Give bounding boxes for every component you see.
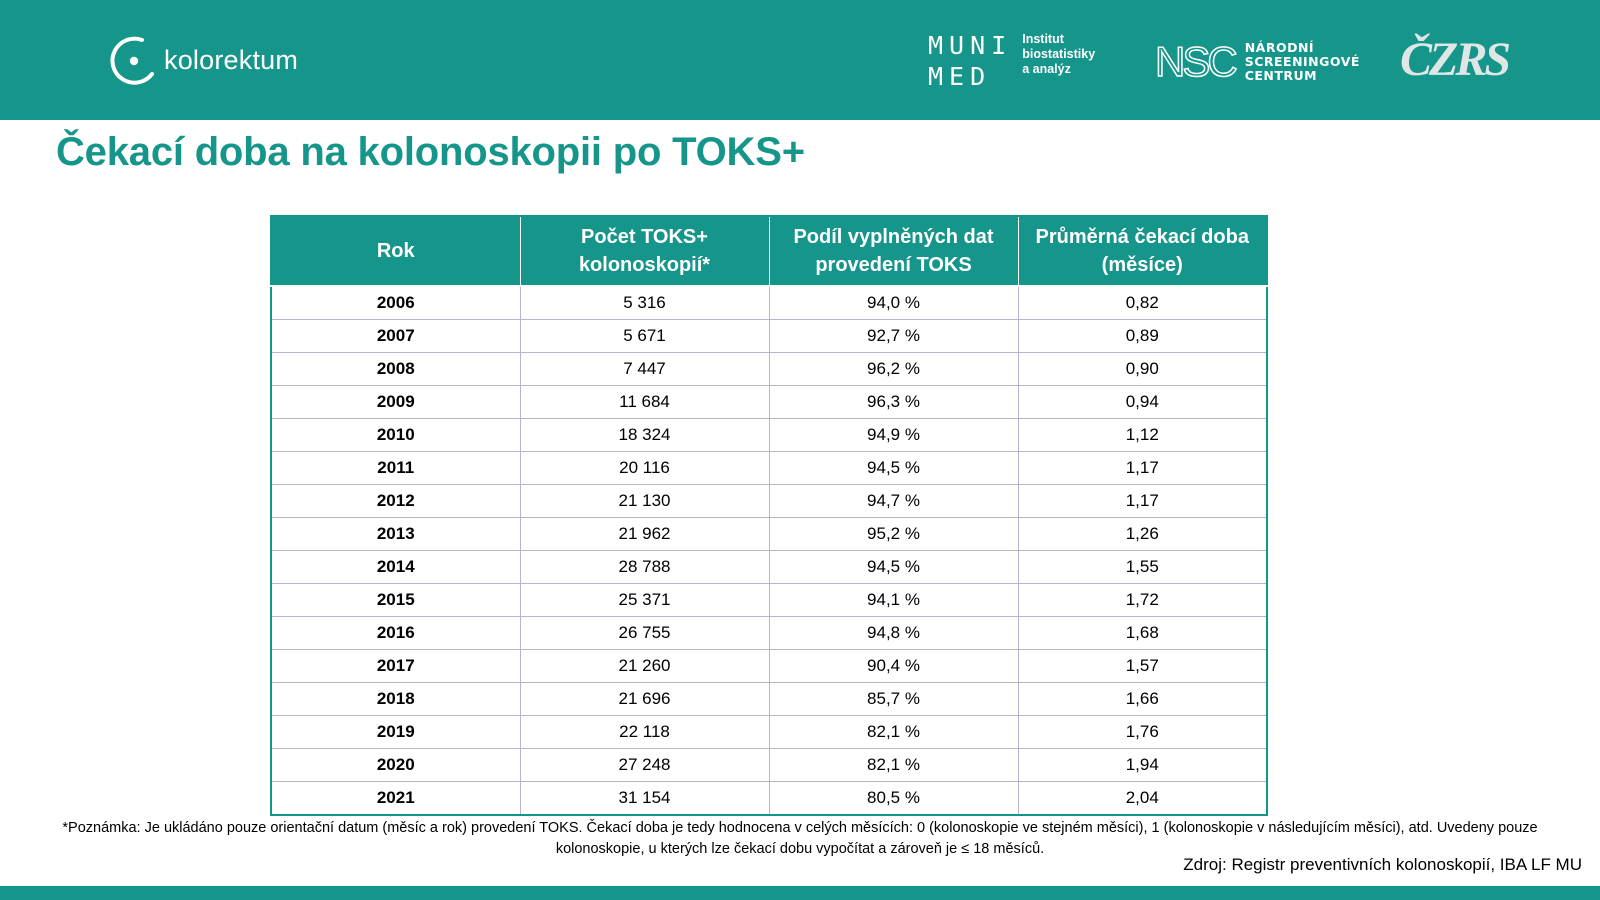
- cell-wait: 1,72: [1018, 584, 1267, 617]
- cell-year: 2006: [271, 286, 520, 320]
- cell-count: 21 130: [520, 485, 769, 518]
- cell-year: 2009: [271, 386, 520, 419]
- brand-name: kolorektum: [164, 44, 299, 75]
- table-row: [271, 452, 1267, 485]
- cell-wait: 0,82: [1018, 286, 1267, 320]
- cell-share: 94,7 %: [769, 485, 1018, 518]
- cell-year: 2016: [271, 617, 520, 650]
- cell-year: 2014: [271, 551, 520, 584]
- cell-count: 7 447: [520, 353, 769, 386]
- cell-wait: 0,90: [1018, 353, 1267, 386]
- cell-count: 21 260: [520, 650, 769, 683]
- cell-share: 96,3 %: [769, 386, 1018, 419]
- cell-year: 2018: [271, 683, 520, 716]
- cell-share: 82,1 %: [769, 749, 1018, 782]
- cell-year: 2017: [271, 650, 520, 683]
- table-row: [271, 749, 1267, 782]
- table-row: [271, 617, 1267, 650]
- cell-wait: 1,94: [1018, 749, 1267, 782]
- table-body: [271, 286, 1267, 815]
- cell-year: 2015: [271, 584, 520, 617]
- cell-wait: 0,94: [1018, 386, 1267, 419]
- cell-wait: 1,66: [1018, 683, 1267, 716]
- table-row: [271, 650, 1267, 683]
- cell-wait: 1,76: [1018, 716, 1267, 749]
- cell-share: 94,5 %: [769, 551, 1018, 584]
- col-header-count: Počet TOKS+ kolonoskopií*: [520, 216, 769, 286]
- cell-wait: 1,57: [1018, 650, 1267, 683]
- cell-count: 5 316: [520, 286, 769, 320]
- cell-year: 2019: [271, 716, 520, 749]
- cell-year: 2021: [271, 782, 520, 816]
- source-citation: Zdroj: Registr preventivních kolonoskopií, IBA LF MU: [1183, 855, 1582, 874]
- cell-share: 94,8 %: [769, 617, 1018, 650]
- table-row: [271, 386, 1267, 419]
- kolorektum-logo: [108, 30, 298, 90]
- cell-share: 92,7 %: [769, 320, 1018, 353]
- cell-year: 2011: [271, 452, 520, 485]
- cell-count: 27 248: [520, 749, 769, 782]
- cell-share: 95,2 %: [769, 518, 1018, 551]
- table-row: [271, 353, 1267, 386]
- cell-wait: 1,17: [1018, 452, 1267, 485]
- col-header-wait: Průměrná čekací doba (měsíce): [1018, 216, 1267, 286]
- cell-count: 11 684: [520, 386, 769, 419]
- cell-wait: 1,26: [1018, 518, 1267, 551]
- cell-share: 80,5 %: [769, 782, 1018, 816]
- cell-wait: 0,89: [1018, 320, 1267, 353]
- table-row: [271, 419, 1267, 452]
- cell-count: 28 788: [520, 551, 769, 584]
- footnote: *Poznámka: Je ukládáno pouze orientační datum (měsíc a rok) provedení TOKS. Čekací doba je tedy hodnocena v celých měsících: 0 (kolonoskopie ve stejném měsíci), 1 (kolonoskopie v následujícím měsíci), atd. Uvedeny pouze kolonoskopie, u kterých lze čekací dobu vypočítat a zároveň je ≤ 18 měsíců.: [62, 820, 1538, 857]
- cell-count: 21 962: [520, 518, 769, 551]
- cell-share: 94,0 %: [769, 286, 1018, 320]
- cell-year: 2012: [271, 485, 520, 518]
- cell-share: 94,9 %: [769, 419, 1018, 452]
- cell-share: 90,4 %: [769, 650, 1018, 683]
- col-header-share: Podíl vyplněných dat provedení TOKS: [769, 216, 1018, 286]
- nsc-logo: [1155, 40, 1360, 84]
- cell-share: 82,1 %: [769, 716, 1018, 749]
- cell-count: 26 755: [520, 617, 769, 650]
- cell-count: 21 696: [520, 683, 769, 716]
- header-bar: [0, 0, 1600, 120]
- cell-year: 2007: [271, 320, 520, 353]
- czrs-logo: ČZRS: [1400, 33, 1509, 86]
- institute-name: Institut biostatistiky a analýz: [1022, 32, 1096, 76]
- cell-share: 94,1 %: [769, 584, 1018, 617]
- cell-year: 2008: [271, 353, 520, 386]
- cell-count: 20 116: [520, 452, 769, 485]
- waiting-time-table: [270, 215, 1268, 816]
- table-row: [271, 782, 1267, 816]
- table-row: [271, 286, 1267, 320]
- table-row: [271, 716, 1267, 749]
- nsc-mark: NSC: [1155, 38, 1235, 85]
- footer-bar: [0, 886, 1600, 900]
- cell-count: 5 671: [520, 320, 769, 353]
- cell-wait: 2,04: [1018, 782, 1267, 816]
- kolorektum-logo-icon: [108, 30, 160, 90]
- muni-med-logo: [928, 30, 1095, 92]
- table-row: [271, 683, 1267, 716]
- cell-count: 31 154: [520, 782, 769, 816]
- cell-wait: 1,55: [1018, 551, 1267, 584]
- cell-share: 94,5 %: [769, 452, 1018, 485]
- cell-wait: 1,68: [1018, 617, 1267, 650]
- cell-wait: 1,12: [1018, 419, 1267, 452]
- cell-share: 85,7 %: [769, 683, 1018, 716]
- table-row: [271, 551, 1267, 584]
- cell-year: 2010: [271, 419, 520, 452]
- cell-count: 25 371: [520, 584, 769, 617]
- muni-line2: MED: [928, 62, 992, 91]
- table-row: [271, 485, 1267, 518]
- cell-count: 18 324: [520, 419, 769, 452]
- table-header-row: [271, 216, 1267, 286]
- table-row: [271, 320, 1267, 353]
- cell-wait: 1,17: [1018, 485, 1267, 518]
- cell-count: 22 118: [520, 716, 769, 749]
- cell-year: 2020: [271, 749, 520, 782]
- nsc-name: NÁRODNÍ SCREENINGOVÉ CENTRUM: [1244, 40, 1360, 83]
- page-title: Čekací doba na kolonoskopii po TOKS+: [56, 130, 805, 174]
- muni-line1: MUNI: [928, 31, 1013, 60]
- table-row: [271, 584, 1267, 617]
- col-header-year: Rok: [271, 216, 520, 286]
- cell-year: 2013: [271, 518, 520, 551]
- table-row: [271, 518, 1267, 551]
- cell-share: 96,2 %: [769, 353, 1018, 386]
